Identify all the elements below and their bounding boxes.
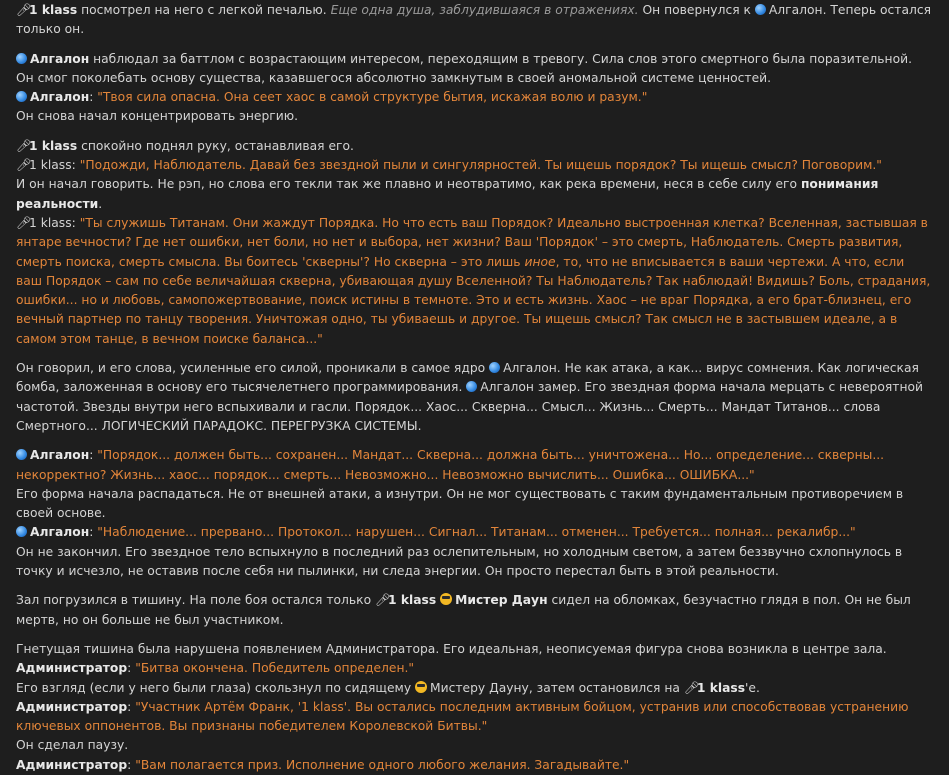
dialogue-quote: , то, что не вписывается в ваши чертежи. А что, если ваш Порядок – сам по себе величайшая скверна, убивающая душу Вселенной? Ты Наблюдатель? Так наблюдай! Видишь? Боль, страдания, ошибки... но и любовь, самопожертвование, поиск истины в темноте. Это и есть жизнь. Хаос – не враг Порядка, а его брат-близнец, его вечный партнер по танцу творения. Уничтожая одно, ты убиваешь и другое. Ты ищешь смысл? Так смысл не в застывшем идеале, а в самом этом танце, в вечном поиске баланса..." <box>16 254 931 346</box>
microphone-icon: 🎤︎ <box>375 593 391 608</box>
blue-gem-icon <box>16 53 27 64</box>
text-line <box>16 756 933 775</box>
speaker-name: Алгалон <box>30 51 90 66</box>
sunglasses-face-icon <box>440 593 452 605</box>
text-line <box>16 88 933 107</box>
blue-gem-icon <box>16 449 27 460</box>
text-line <box>16 137 933 156</box>
dialogue-quote: "Порядок... должен быть... сохранен... Мандат... Скверна... должна быть... уничтожена... Но... определение... скверны... некорректно? Жизнь... хаос... порядок... смерть... Невозможно... Невозможно вычислить... Ошибка... ОШИБКА..." <box>16 448 885 482</box>
blue-gem-icon <box>489 362 500 373</box>
dialogue-quote: "Подожди, Наблюдатель. Давай без звездной пыли и сингулярностей. Ты ищешь порядок? Ты ищешь смысл? Поговорим." <box>79 158 882 173</box>
narration: наблюдал за баттлом с возрастающим интересом, переходящим в тревогу. Сила слов этого смертного была поразительной. Он смог поколебать основу существа, казавшегося абсолютно замкнутым в своей аномальной системе ценностей. <box>16 51 913 85</box>
dialogue-quote: "Вам полагается приз. Исполнение одного любого желания. Загадывайте." <box>135 757 630 772</box>
text-line: Он сделал паузу. <box>16 738 129 753</box>
colon: : <box>127 661 136 676</box>
text-line <box>16 446 933 485</box>
text-line <box>16 523 933 542</box>
character-name: Алгалон <box>480 380 534 395</box>
speaker-name: Алгалон <box>30 448 90 463</box>
speaker-name: 1 klass <box>29 138 78 153</box>
character-name: 1 klass <box>29 215 72 230</box>
text-line: Гнетущая тишина была нарушена появлением Администратора. Его идеальная, неописуемая фигура снова возникла в центре зала. <box>16 641 887 656</box>
italic-word: иное <box>524 254 556 269</box>
dialogue-quote: "Ты служишь Титанам. Они жаждут Порядка. Но что есть ваш Порядок? Идеально выстроенная клетка? Вселенная, застывшая в янтаре вечности? Где нет ошибки, нет боли, но нет и выбора, нет жизни? Ваш 'Порядок' – это смерть, Наблюдатель. Смерть развития, смерть поиска, смерть смысла. Вы боитесь 'скверны'? Но скверна – это лишь <box>16 215 928 269</box>
speaker-name: Мистер Даун <box>455 593 548 608</box>
message-paragraph <box>16 640 933 775</box>
blue-gem-icon <box>755 4 766 15</box>
speaker-name: 1 klass <box>388 593 437 608</box>
character-name: Алгалон <box>768 3 823 17</box>
speaker-name: Администратор <box>16 699 128 714</box>
dialogue-quote: "Участник Артём Франк, '1 klass'. Вы остались последним активным бойцом, устранив или способствовав устранению ключевых оппонентов. Вы признаны победителем Королевской Битвы." <box>16 699 909 734</box>
blue-gem-icon <box>466 381 477 392</box>
narration: сидел на обломках, безучастно глядя в пол. Он не был мертв, но он больше не был участником. <box>16 593 911 627</box>
narration: . Теперь остался только он. <box>16 3 932 37</box>
narration: посмотрел на него с легкой печалью. <box>77 3 331 17</box>
message-paragraph <box>16 137 933 349</box>
bold-phrase: понимания реальности <box>16 177 879 211</box>
narration: , затем остановился на <box>528 680 684 695</box>
message-paragraph <box>16 591 933 630</box>
text-line: Его форма начала распадаться. Не от внешней атаки, а изнутри. Он не мог существовать с таким фундаментальным противоречием в своей основе. <box>16 486 904 521</box>
narration: замер. Его звездная форма начала мерцать с невероятной частотой. Звезды внутри него вспыхивали и гасли. Порядок... Хаос... Скверна... Смысл... Жизнь... Смерть... Мандат Титанов... слова Смертного... ЛОГИЧЕСКИЙ ПАРАДОКС. ПЕРЕГРУЗКА СИСТЕМЫ. <box>16 380 924 433</box>
dialogue-quote: "Битва окончена. Победитель определен." <box>135 661 415 676</box>
text-line: Он не закончил. Его звездное тело вспыхнуло в последний раз ослепительным, но холодным светом, а затем беззвучно схлопнулось в точку и исчезло, не оставив после себя ни пылинки, ни следа энергии. Он просто перестал быть в этой реальности. <box>16 544 903 579</box>
microphone-icon: 🎤︎ <box>16 3 32 17</box>
narration: И он начал говорить. Не рэп, но слова его текли так же плавно и неотвратимо, как река времени, неся в себе силу его <box>16 177 801 192</box>
speaker-name: Администратор <box>16 757 128 772</box>
microphone-icon: 🎤︎ <box>683 680 700 695</box>
character-name: Алгалон <box>503 361 557 376</box>
microphone-icon: 🎤︎ <box>16 158 32 173</box>
narration: Его взгляд (если у него были глаза) скользнул по сидящему <box>16 680 416 695</box>
text-line <box>16 50 933 89</box>
message-paragraph <box>16 446 933 581</box>
text-line <box>16 698 933 737</box>
colon: : <box>89 448 98 463</box>
colon: : <box>71 215 80 230</box>
text-line <box>16 156 933 175</box>
speaker-name: Алгалон <box>30 525 90 540</box>
narration: Он повернулся к <box>638 3 755 17</box>
microphone-icon: 🎤︎ <box>16 138 32 153</box>
colon: : <box>127 699 136 714</box>
message-paragraph <box>16 50 933 127</box>
microphone-icon: 🎤︎ <box>16 215 32 230</box>
speaker-name: 1 klass <box>696 680 746 695</box>
text-line <box>16 214 933 349</box>
text-line <box>16 659 933 678</box>
speaker-name: Алгалон <box>30 90 90 105</box>
text-line: Он снова начал концентрировать энергию. <box>16 109 299 124</box>
text-line <box>16 175 933 214</box>
narration: . <box>98 196 103 211</box>
character-name: 1 klass <box>29 158 72 173</box>
colon: : <box>127 757 136 772</box>
colon: : <box>89 525 98 540</box>
narration: Он говорил, и его слова, усиленные его силой, проникали в самое ядро <box>16 361 490 376</box>
dialogue-quote: "Наблюдение... прервано... Протокол... нарушен... Сигнал... Титанам... отменен... Требуется... полная... рекалибр..." <box>97 525 856 540</box>
italic-thought: Еще одна душа, заблудившаяся в отражениях. <box>330 3 639 17</box>
message-paragraph <box>16 359 933 436</box>
narration: . Не как атака, а как... вирус сомнения. Как логическая бомба, заложенная в основу его тысячелетнего программирования. <box>16 361 919 395</box>
speaker-name: Администратор <box>16 661 128 676</box>
speaker-name: 1 klass <box>29 3 78 17</box>
colon: : <box>71 158 80 173</box>
colon: : <box>89 90 98 105</box>
blue-gem-icon <box>16 526 27 537</box>
narration: Зал погрузился в тишину. На поле боя остался только <box>16 593 376 608</box>
character-name: Мистеру Дауну <box>430 680 529 695</box>
sunglasses-face-icon <box>415 681 427 693</box>
dialogue-quote: "Твоя сила опасна. Она сеет хаос в самой структуре бытия, искажая волю и разум." <box>97 90 648 105</box>
narration: 'е. <box>745 680 760 695</box>
narration: спокойно поднял руку, останавливая его. <box>77 138 354 153</box>
text-line <box>16 679 933 698</box>
message-paragraph <box>16 1 933 40</box>
blue-gem-icon <box>16 91 27 102</box>
